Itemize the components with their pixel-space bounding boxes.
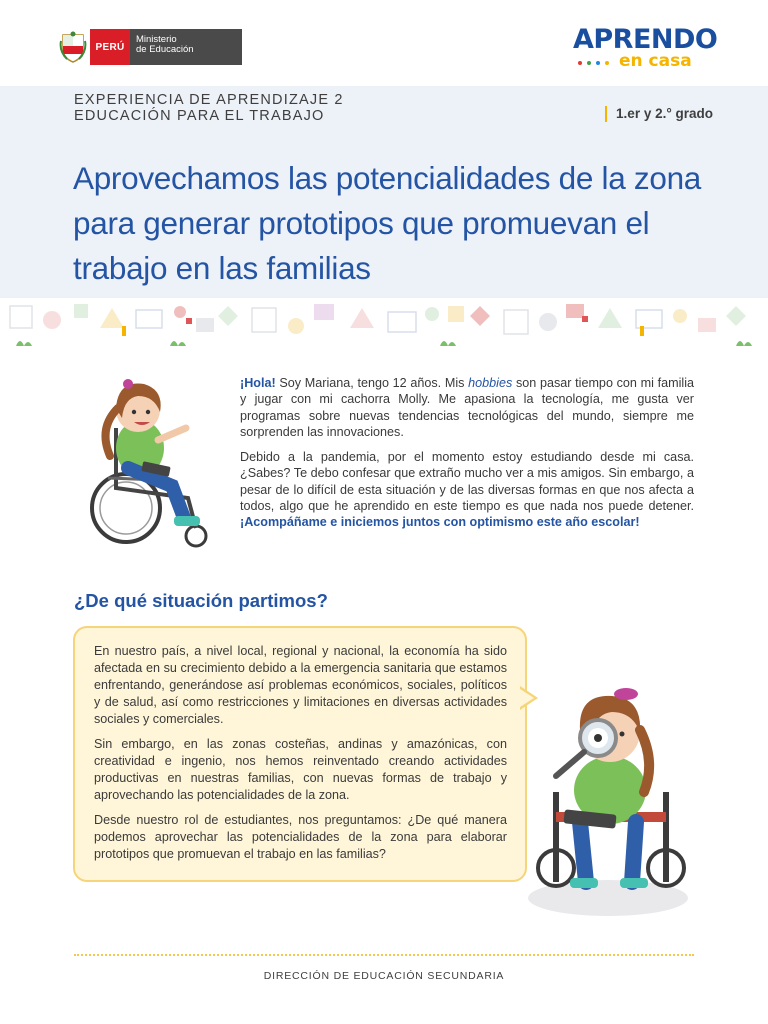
peru-label: PERÚ <box>90 29 130 65</box>
subject-label: EDUCACIÓN PARA EL TRABAJO <box>74 108 325 124</box>
mariana-wheelchair-illustration <box>88 368 220 552</box>
ministry-label <box>130 29 242 65</box>
intro-paragraph-1 <box>240 375 694 440</box>
ministry-line-1: Ministerio <box>136 34 177 45</box>
intro-p2-text: Debido a la pandemia, por el momento estoy estudiando desde mi casa. ¿Sabes? Te debo confesar que extraño mucho ver a mis amigos. Sin embargo, a pesar de lo difícil de esta situación y de las diversas formas en que nos afecta a todos, algo que he aprendido en este tiempo es que nada nos puede detener. <box>240 450 694 514</box>
decorative-pattern-strip <box>0 298 768 350</box>
bubble-paragraph-1: En nuestro país, a nivel local, regional y nacional, la economía ha sido afectada en su crecimiento debido a la emergencia sanitaria que estamos enfrentando, generándose así problemas económicos, sociales, políticos y de salud, así como restricciones y limitaciones en diversas actividades sociales y comerciales. <box>94 644 507 726</box>
intro-text <box>240 375 694 540</box>
brand-sub: en casa <box>619 51 692 71</box>
section-heading: ¿De qué situación partimos? <box>74 590 328 611</box>
aprendo-en-casa-logo[interactable] <box>573 26 723 70</box>
brand-dot <box>596 61 600 65</box>
greeting: ¡Hola! <box>240 376 276 390</box>
footer-divider <box>74 954 694 956</box>
title-band <box>0 86 768 298</box>
brand-dot <box>578 61 582 65</box>
government-logo[interactable] <box>56 29 242 65</box>
intro-p2-bold: ¡Acompáñame e iniciemos juntos con optimismo este año escolar! <box>240 515 640 530</box>
brand-dots <box>578 61 609 65</box>
speech-bubble-text <box>94 643 507 871</box>
intro-p1-part-a: Soy Mariana, tengo 12 años. Mis <box>275 376 469 390</box>
brand-dot <box>587 61 591 65</box>
bubble-paragraph-3: Desde nuestro rol de estudiantes, nos preguntamos: ¿De qué manera podemos aprovechar las potencialidades de la zona para elaborar prototipos que promuevan el trabajo en las familias? <box>94 813 507 861</box>
experience-label: EXPERIENCIA DE APRENDIZAJE 2 <box>74 92 344 108</box>
hobbies-word: hobbies <box>468 376 513 390</box>
ministry-line-2: de Educación <box>136 44 194 55</box>
coat-of-arms-icon <box>56 29 90 65</box>
intro-paragraph-2 <box>240 449 694 530</box>
bubble-paragraph-2: Sin embargo, en las zonas costeñas, andinas y amazónicas, con creatividad e ingenio, nos hemos reinventado creando actividades productivas en nuestras familias, con nuevas formas de trabajo y aprovechando las potencialidades de la zona. <box>94 737 507 802</box>
grade-label: 1.er y 2.° grado <box>605 106 713 122</box>
footer-text: DIRECCIÓN DE EDUCACIÓN SECUNDARIA <box>263 970 505 982</box>
brand-main: APRENDO <box>573 24 718 55</box>
top-bar <box>0 0 768 86</box>
intro-p1-part-b: son pasar tiempo con mi familia y jugar con mi cachorra Molly. Me apasiona la tecnología, me gusta ver programas sobre nuevas tendencias tecnológicas del mundo, siempre me sorprenden las innovaciones. <box>240 376 694 439</box>
page-title: Aprovechamos las potencialidades de la zona para generar prototipos que promuevan el trabajo en las familias <box>73 160 702 286</box>
brand-dot <box>605 61 609 65</box>
girl-magnifying-glass-illustration <box>516 672 696 920</box>
